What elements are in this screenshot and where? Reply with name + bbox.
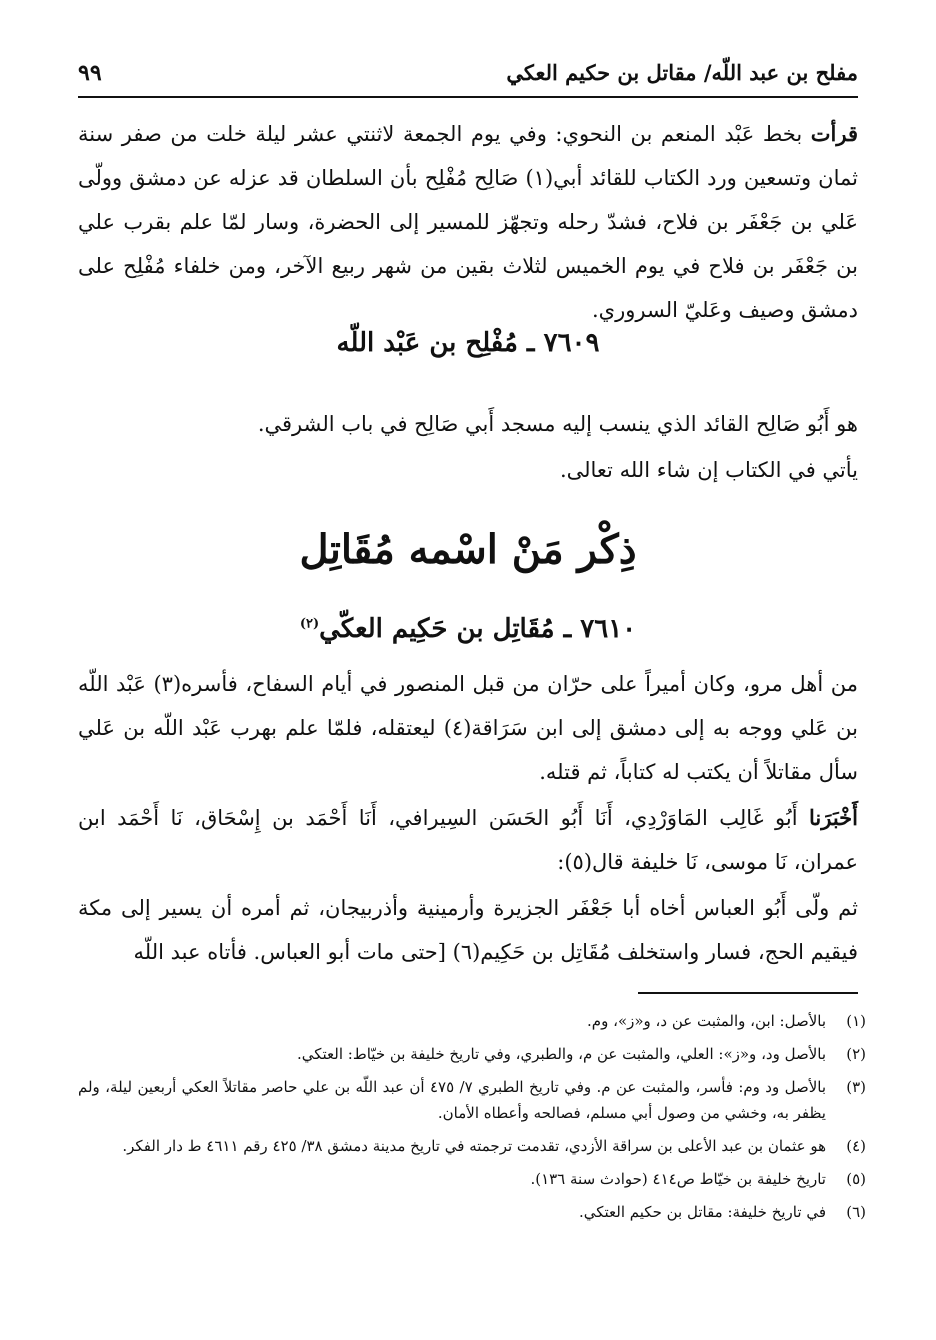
footnote-number: (٥) xyxy=(846,1170,866,1188)
footnote-number: (٦) xyxy=(846,1203,866,1221)
footnote-2 xyxy=(78,1041,866,1067)
entry-7610-paragraph-3: ثم ولّى أَبُو العباس أخاه أبا جَعْفَر الجزيرة وأرمينية وأذربيجان، ثم أمره أن يسير إلى مكة فيقيم الحج، فسار واستخلف مُقَاتِل بن حَكِيم(٦) [حتى مات أبو العباس. فأتاه عبد اللّه xyxy=(78,896,858,964)
page-number: ٩٩ xyxy=(78,60,102,86)
footnote-text: بالأصل ود وم: فأسر، والمثبت عن م. وفي تاريخ الطبري ٧/ ٤٧٥ أن عبد اللّه بن علي حاصر مقاتلاً العكي أربعين ليلة، ولم يظفر به، وخشي من وصول أبي مسلم، فصالحه وأعطاه الأمان. xyxy=(78,1078,826,1122)
isnad-text: أَبُو غَالِب المَاوَرْدِي، أَنَا أَبُو الحَسَن السِيرافي، أَنَا أَحْمَد بن إِسْحَاق، نَا أَحْمَد ابن عمران، نَا موسى، نَا خليفة قال(٥): xyxy=(78,806,858,874)
intro-text: بخط عَبْد المنعم بن النحوي: وفي يوم الجمعة لاثنتي عشر ليلة خلت من صفر سنة ثمان وتسعين ورد الكتاب للقائد أبي(١) صَالِح مُفْلِح بأن السلطان قد عزله عن دمشق وولّى عَلي بن جَعْفَر بن فلاح، فشدّ رحله وتجهّز للمسير إلى الحضرة، وسار لمّا علم بقرب علي بن جَعْفَر بن فلاح في يوم الخميس لثلاث بقين من شهر ربيع الآخر، ومن خلفاء مُفْلِح على دمشق وصيف وعَليّ السروري. xyxy=(78,122,858,322)
entry-heading-7610 xyxy=(78,614,858,644)
footnote-text: هو عثمان بن عبد الأعلى بن سراقة الأزدي، تقدمت ترجمته في تاريخ مدينة دمشق ٣٨/ ٤٢٥ رقم ٤٦١١ ط دار الفكر. xyxy=(122,1137,826,1155)
entry-7610-paragraph-2 xyxy=(78,796,858,884)
entry-7609-line-1: هو أَبُو صَالِح القائد الذي ينسب إليه مسجد أَبي صَالِح في باب الشرقي. xyxy=(257,412,858,436)
footnote-number: (٤) xyxy=(846,1137,866,1155)
footnote-5 xyxy=(78,1166,866,1192)
footnote-number: (١) xyxy=(846,1012,866,1030)
footnote-4 xyxy=(78,1133,866,1159)
footnotes xyxy=(78,1008,866,1232)
footnote-1 xyxy=(78,1008,866,1034)
footnote-number: (٢) xyxy=(846,1045,866,1063)
header-title: مفلح بن عبد اللّه/ مقاتل بن حكيم العكي xyxy=(506,60,858,85)
footnote-text: في تاريخ خليفة: مقاتل بن حكيم العتكي. xyxy=(578,1203,826,1221)
entry-7610-title: ٧٦١٠ ـ مُقَاتِل بن حَكِيم العكّي xyxy=(319,614,637,644)
entry-7610-paragraph-1: من أهل مرو، وكان أميراً على حرّان من قبل المنصور في أيام السفاح، فأسره(٣) عَبْد اللّه بن عَلي ووجه به إلى دمشق إلى ابن سَرَاقة(٤) ليعتقله، فلمّا علم بهرب عَبْد اللّه بن عَلي سأل مقاتلاً أن يكتب له كتاباً، ثم قتله. xyxy=(78,672,858,784)
intro-lead-word: قرأت xyxy=(810,121,858,146)
footnote-number: (٣) xyxy=(846,1078,866,1096)
footnote-6 xyxy=(78,1199,866,1225)
isnad-lead-word: أَخْبَرَنا xyxy=(809,805,858,830)
running-header xyxy=(78,60,858,98)
footnote-text: بالأصل: ابن، والمثبت عن د، و«ز»، وم. xyxy=(587,1012,826,1030)
intro-paragraph xyxy=(78,112,858,332)
entry-heading-7609: ٧٦٠٩ ـ مُفْلِح بن عَبْد اللّه xyxy=(336,328,600,358)
entry-7609-line-2: يأتي في الكتاب إن شاء الله تعالى. xyxy=(559,458,858,482)
footnote-3 xyxy=(78,1074,866,1126)
footnote-text: تاريخ خليفة بن خيّاط ص٤١٤ (حوادث سنة ١٣٦). xyxy=(530,1170,826,1188)
footnote-text: بالأصل ود، و«ز»: العلي، والمثبت عن م، والطبري، وفي تاريخ خليفة بن خيّاط: العتكي. xyxy=(296,1045,826,1063)
footnote-separator xyxy=(638,992,858,994)
entry-7610-footnote-ref: (٢) xyxy=(299,616,320,632)
section-title: ذِكْر مَنْ اسْمه مُقَاتِل xyxy=(299,526,637,573)
